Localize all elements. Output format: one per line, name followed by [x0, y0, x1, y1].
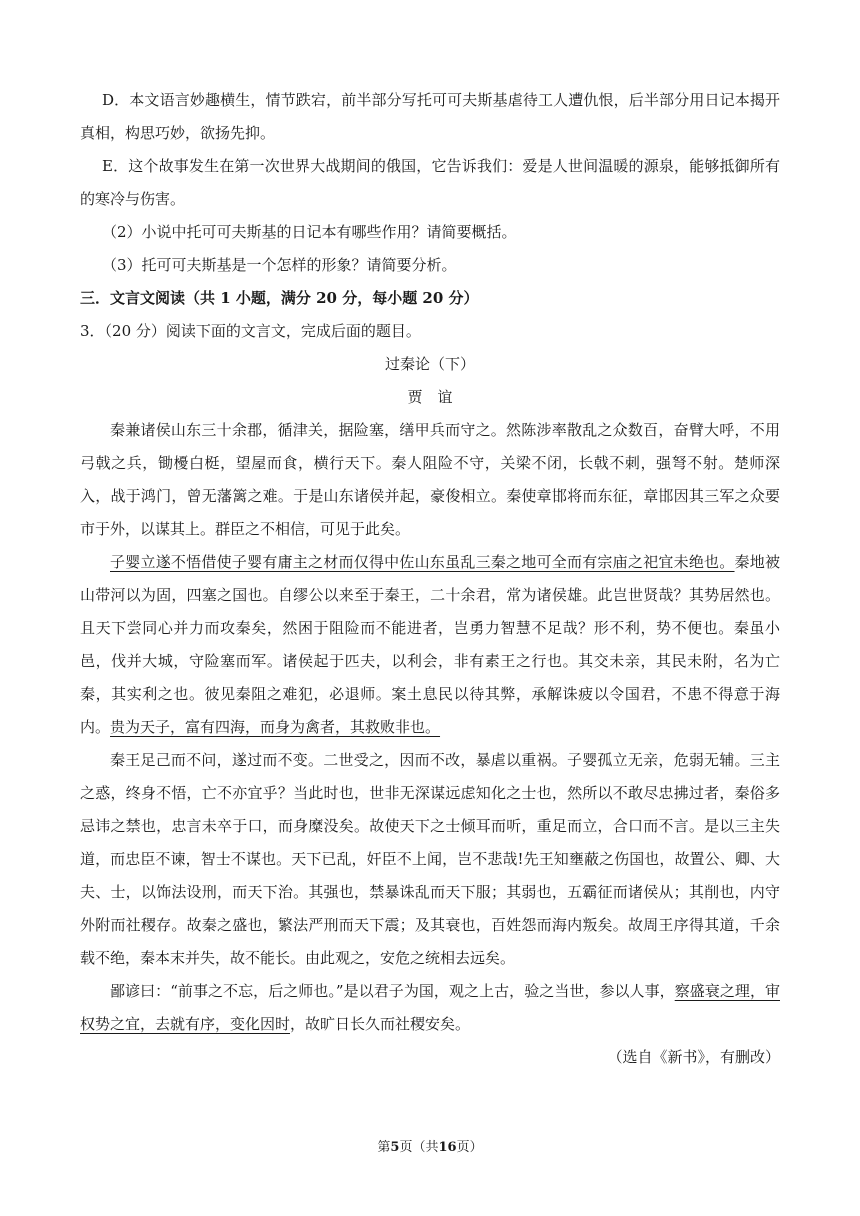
paragraph-4-start: 鄙谚曰：“前事之不忘，后之师也。”是以君子为国，观之上古，验之当世，参以人事，	[110, 982, 675, 1000]
passage-author: 贾 谊	[407, 388, 453, 406]
section-heading: 三．文言文阅读（共 1 小题，满分 20 分，每小题 20 分）	[80, 289, 479, 307]
underlined-sentence: 子婴立遂不悟借使子婴有庸主之材而仅得中佐山东虽乱三秦之地可全而有宗庙之祀宜未绝也。	[110, 553, 735, 571]
passage-source: （选自《新书》，有删改）	[607, 1048, 780, 1066]
page-footer	[0, 1138, 860, 1158]
passage-paragraph-3: 秦王足己而不问，遂过而不变。二世受之，因而不改，暴虐以重祸。子婴孤立无亲，危弱无辅。三主之惑，终身不悟，亡不亦宜乎？当此时也，世非无深谋远虑知化之士也，然所以不敢尽忠拂过者，秦俗多忌讳之禁也，忠言未卒于口，而身糜没矣。故使天下之士倾耳而听，重足而立，合口而不言。是以三主失道，而忠臣不谏，智士不谋也。天下已乱，奸臣不上闻，岂不悲哉!先王知壅蔽之伤国也，故置公、卿、大夫、士，以饰法设刑，而天下治。其强也，禁暴诛乱而天下服；其弱也，五霸征而诸侯从；其削也，内守外附而社稷存。故秦之盛也，繁法严刑而天下震；及其衰也，百姓怨而海内叛矣。故周王序得其道，千余载不绝，秦本末并失，故不能长。由此观之，安危之统相去远矣。	[80, 751, 780, 967]
footer-page-number: 5	[390, 1140, 400, 1155]
option-e: E．这个故事发生在第一次世界大战期间的俄国，它告诉我们：爱是人世间温暖的源泉，能够抵御所有的寒冷与伤害。	[80, 157, 780, 208]
passage-paragraph-4	[80, 975, 780, 1041]
document-page	[80, 84, 780, 1074]
paragraph-4-end: ，故旷日长久而社稷安矣。	[290, 1015, 471, 1033]
footer-middle: 页（共	[399, 1140, 439, 1155]
footer-prefix: 第	[377, 1140, 391, 1155]
footer-total-pages: 16	[438, 1140, 457, 1155]
passage-title: 过秦论（下）	[384, 355, 475, 373]
footer-suffix: 页）	[456, 1140, 483, 1155]
question-2: （2）小说中托可可夫斯基的日记本有哪些作用？请简要概括。	[102, 223, 517, 241]
question-item: 3．（20 分）阅读下面的文言文，完成后面的题目。	[80, 322, 421, 340]
option-d: D．本文语言妙趣横生，情节跌宕，前半部分写托可可夫斯基虐待工人遭仇恨，后半部分用日记本揭开真相，构思巧妙，欲扬先抑。	[80, 91, 780, 142]
passage-paragraph-1: 秦兼诸侯山东三十余郡，循津关，据险塞，缮甲兵而守之。然陈涉率散乱之众数百，奋臂大呼，不用弓戟之兵，锄櫌白梃，望屋而食，横行天下。秦人阻险不守，关梁不闭，长戟不刺，强弩不射。楚师深入，战于鸿门，曾无藩篱之难。于是山东诸侯并起，豪俊相立。秦使章邯将而东征，章邯因其三军之众要市于外，以谋其上。群臣之不相信，可见于此矣。	[80, 421, 780, 538]
underlined-sentence-end: 贵为天子，富有四海，而身为禽者，其救败非也。	[110, 718, 441, 736]
passage-paragraph-2	[80, 546, 780, 744]
paragraph-2-text: 秦地被山带河以为固，四塞之国也。自缪公以来至于秦王，二十余君，常为诸侯雄。此岂世贤哉？其势居然也。且天下尝同心并力而攻秦矣，然困于阻险而不能进者，岂勇力智慧不足哉？形不利，势不便也。秦虽小邑，伐并大城，守险塞而军。诸侯起于匹夫，以利会，非有素王之行也。其交未亲，其民未附，名为亡秦，其实利之也。彼见秦阻之难犯，必退师。案土息民以待其弊，承解诛疲以令国君，不患不得意于海内。	[80, 553, 780, 736]
question-3: （3）托可可夫斯基是一个怎样的形象？请简要分析。	[102, 256, 457, 274]
underlined-phrase: 察盛衰之理，审权势之宜，去就有序，变化因时	[80, 982, 780, 1033]
